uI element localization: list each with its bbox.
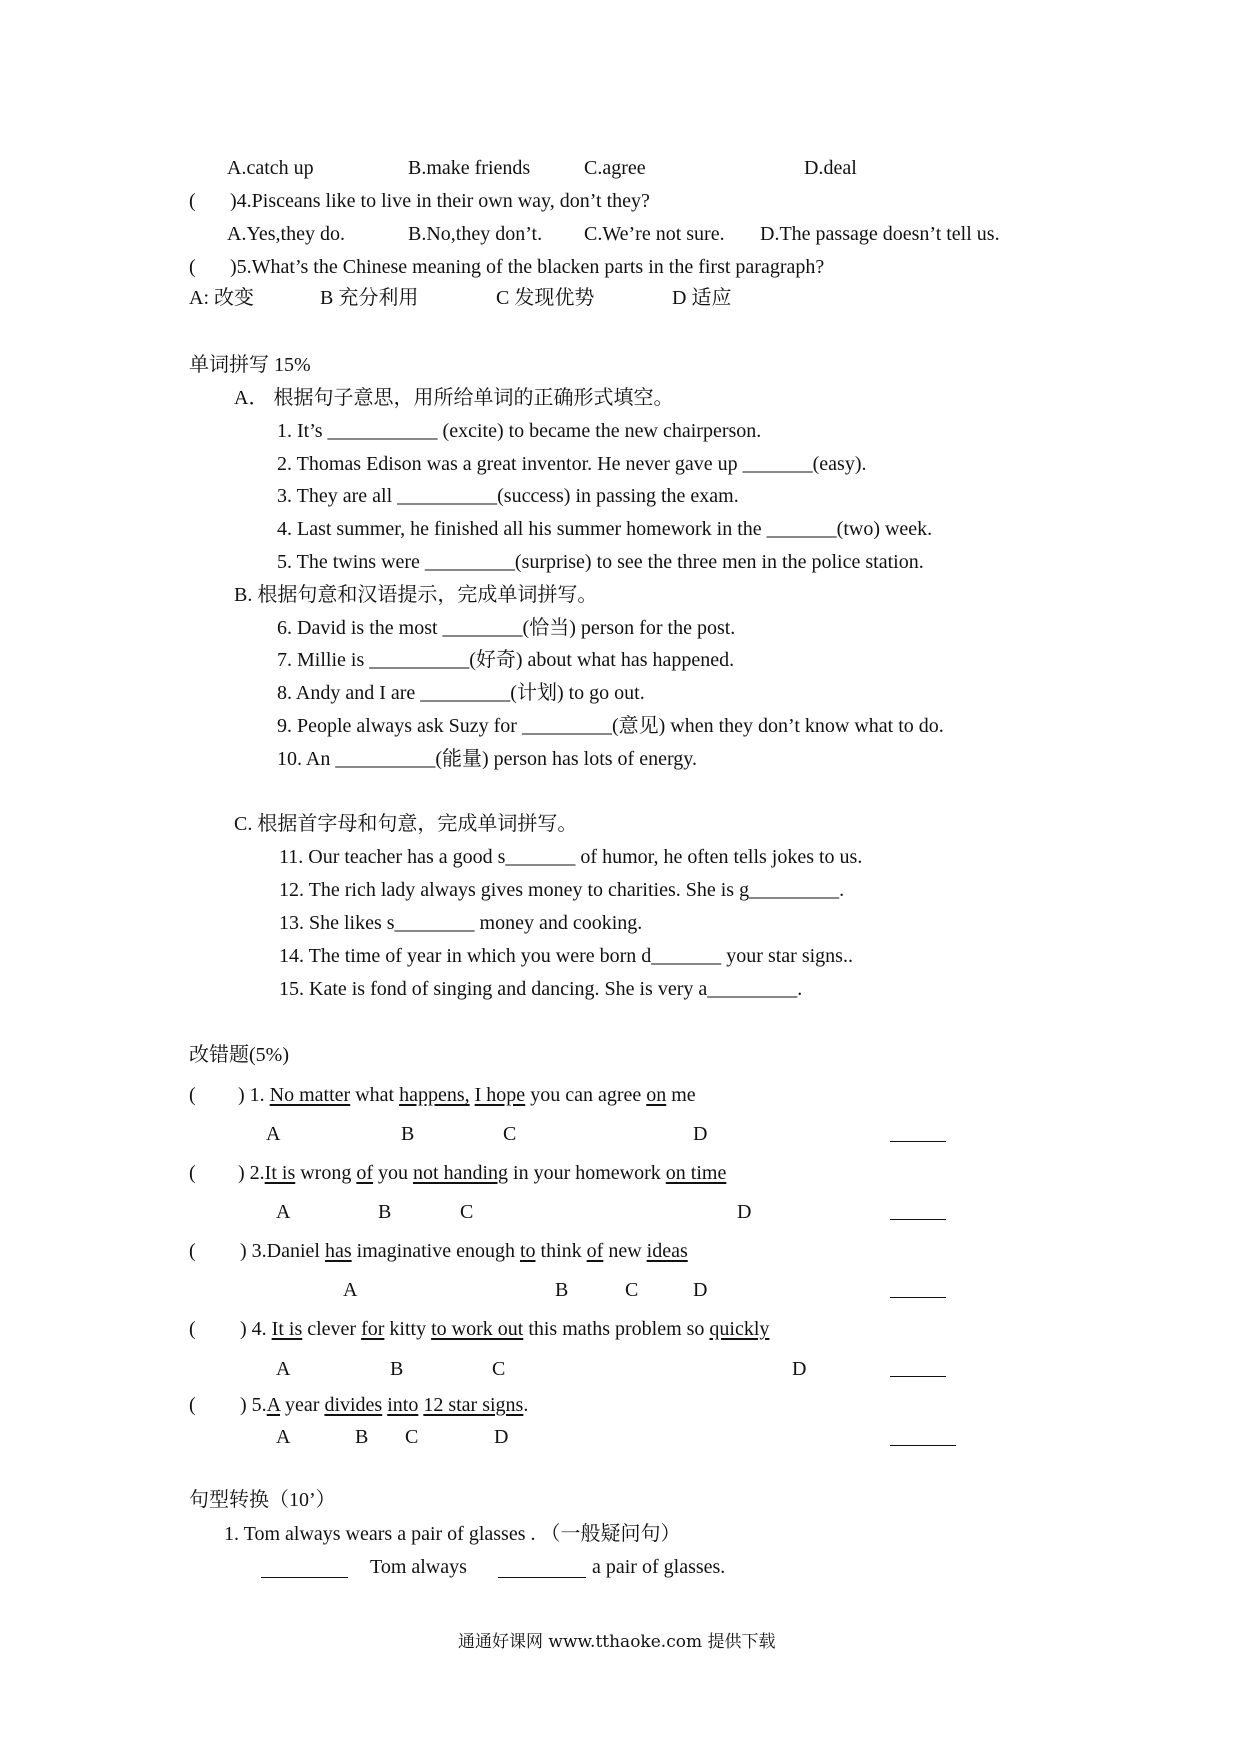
q4-paren: ( <box>189 190 196 212</box>
underlined-option: I hope <box>474 1084 526 1106</box>
underlined-option: to work out <box>431 1318 524 1340</box>
spelling-item: 2. Thomas Edison was a great inventor. He never gave up _______(easy). <box>277 453 867 475</box>
sentence-text: imaginative enough <box>351 1240 520 1262</box>
choice-letter-d: D <box>693 1123 708 1145</box>
spelling-item: 11. Our teacher has a good s_______ of humor, he often tells jokes to us. <box>279 846 863 868</box>
underlined-option: for <box>361 1318 385 1340</box>
sentence-text: clever <box>302 1318 362 1340</box>
choice-letter-a: A <box>276 1201 291 1223</box>
correction-paren: ( <box>189 1240 196 1262</box>
sentence-text: you can agree <box>525 1084 647 1106</box>
answer-blank[interactable] <box>261 1577 348 1578</box>
answer-blank[interactable] <box>890 1445 956 1446</box>
transform-answer-text: a pair of glasses. <box>592 1556 726 1578</box>
q4-option-c: C.We’re not sure. <box>584 223 725 245</box>
transform-answer-text: Tom always <box>370 1556 467 1578</box>
correction-title: 改错题(5%) <box>189 1044 289 1066</box>
sentence-text: wrong <box>295 1162 357 1184</box>
choice-letter-b: B <box>355 1426 369 1448</box>
choice-letter-d: D <box>737 1201 752 1223</box>
spelling-item: 6. David is the most ________(恰当) person for the post. <box>277 617 736 639</box>
correction-sentence <box>240 1395 528 1415</box>
sentence-text: new <box>603 1240 647 1262</box>
spelling-item: 5. The twins were _________(surprise) to see the three men in the police station. <box>277 551 924 573</box>
page-footer: 通通好课网 www.tthaoke.com 提供下载 <box>458 1632 776 1652</box>
q3-option-d: D.deal <box>804 157 857 179</box>
transform-item: 1. Tom always wears a pair of glasses . （一般疑问句） <box>224 1523 681 1545</box>
q5-option-b: B 充分利用 <box>320 287 419 309</box>
q5-option-a: A: 改变 <box>189 287 254 309</box>
spelling-item: 7. Millie is __________(好奇) about what has happened. <box>277 649 735 671</box>
correction-sentence <box>240 1319 769 1339</box>
sentence-text: think <box>535 1240 587 1262</box>
answer-blank[interactable] <box>890 1297 946 1298</box>
choice-letter-b: B <box>401 1123 415 1145</box>
underlined-option: of <box>586 1240 604 1262</box>
sentence-text: this maths problem so <box>523 1318 710 1340</box>
sentence-text: . <box>523 1394 529 1416</box>
correction-paren: ( <box>189 1394 196 1416</box>
q5-stem: )5.What’s the Chinese meaning of the blacken parts in the first paragraph? <box>230 256 825 278</box>
correction-paren: ( <box>189 1162 196 1184</box>
answer-blank[interactable] <box>890 1219 946 1220</box>
spelling-part-b-heading: B. 根据句意和汉语提示，完成单词拼写。 <box>234 584 598 606</box>
choice-letter-c: C <box>492 1358 506 1380</box>
q5-paren: ( <box>189 256 196 278</box>
choice-letter-b: B <box>555 1279 569 1301</box>
answer-blank[interactable] <box>890 1376 946 1377</box>
choice-letter-c: C <box>460 1201 474 1223</box>
spelling-part-c-heading: C. 根据首字母和句意，完成单词拼写。 <box>234 813 578 835</box>
spelling-item: 8. Andy and I are _________(计划) to go out. <box>277 682 645 704</box>
correction-sentence <box>240 1241 688 1261</box>
spelling-item: 3. They are all __________(success) in passing the exam. <box>277 485 739 507</box>
underlined-option: ideas <box>646 1240 688 1262</box>
choice-letter-c: C <box>503 1123 517 1145</box>
underlined-option: divides <box>324 1394 383 1416</box>
choice-letter-d: D <box>693 1279 708 1301</box>
choice-letter-d: D <box>494 1426 509 1448</box>
spelling-title: 单词拼写 15% <box>189 354 311 376</box>
sentence-text: me <box>666 1084 696 1106</box>
answer-blank[interactable] <box>498 1577 586 1578</box>
underlined-option: not handing <box>413 1162 509 1184</box>
sentence-text: what <box>350 1084 400 1106</box>
correction-sentence <box>238 1163 726 1183</box>
underlined-option: It is <box>271 1318 303 1340</box>
q4-option-d: D.The passage doesn’t tell us. <box>760 223 1000 245</box>
sentence-text: kitty <box>384 1318 432 1340</box>
q3-option-a: A.catch up <box>227 157 314 179</box>
correction-sentence <box>238 1085 696 1105</box>
sentence-text: ) 2. <box>238 1162 265 1184</box>
q3-option-c: C.agree <box>584 157 646 179</box>
underlined-option: 12 star signs <box>423 1394 524 1416</box>
sentence-text: you <box>373 1162 414 1184</box>
sentence-text: year <box>280 1394 325 1416</box>
underlined-option: It is <box>264 1162 296 1184</box>
spelling-item: 4. Last summer, he finished all his summer homework in the _______(two) week. <box>277 518 933 540</box>
choice-letter-a: A <box>266 1123 281 1145</box>
spelling-item: 1. It’s ___________ (excite) to became the new chairperson. <box>277 420 762 442</box>
sentence-text: ) 4. <box>240 1318 272 1340</box>
q3-option-b: B.make friends <box>408 157 531 179</box>
underlined-option: A <box>266 1394 281 1416</box>
choice-letter-a: A <box>276 1358 291 1380</box>
underlined-option: on <box>646 1084 667 1106</box>
underlined-option: into <box>387 1394 419 1416</box>
choice-letter-d: D <box>792 1358 807 1380</box>
spelling-item: 9. People always ask Suzy for _________(意见) when they don’t know what to do. <box>277 715 944 737</box>
underlined-option: has <box>324 1240 352 1262</box>
answer-blank[interactable] <box>890 1141 946 1142</box>
choice-letter-a: A <box>343 1279 358 1301</box>
q4-option-b: B.No,they don’t. <box>408 223 543 245</box>
sentence-text: ) 5. <box>240 1394 267 1416</box>
underlined-option: to <box>519 1240 536 1262</box>
correction-paren: ( <box>189 1084 196 1106</box>
underlined-option: quickly <box>709 1318 770 1340</box>
choice-letter-b: B <box>390 1358 404 1380</box>
q5-option-c: C 发现优势 <box>496 287 595 309</box>
underlined-option: of <box>356 1162 374 1184</box>
underlined-option: happens, <box>399 1084 470 1106</box>
transform-title: 句型转换（10’） <box>189 1489 336 1511</box>
spelling-item: 14. The time of year in which you were born d_______ your star signs.. <box>279 945 853 967</box>
underlined-option: No matter <box>269 1084 351 1106</box>
spelling-item: 12. The rich lady always gives money to charities. She is g_________. <box>279 879 845 901</box>
choice-letter-b: B <box>378 1201 392 1223</box>
spelling-part-a-heading: A． 根据句子意思，用所给单词的正确形式填空。 <box>234 387 674 409</box>
choice-letter-c: C <box>625 1279 639 1301</box>
underlined-option: on time <box>665 1162 727 1184</box>
sentence-text: in your homework <box>508 1162 666 1184</box>
choice-letter-a: A <box>276 1426 291 1448</box>
sentence-text: ) 3.Daniel <box>240 1240 325 1262</box>
spelling-item: 10. An __________(能量) person has lots of energy. <box>277 748 697 770</box>
q5-option-d: D 适应 <box>672 287 732 309</box>
spelling-item: 13. She likes s________ money and cooking. <box>279 912 643 934</box>
sentence-text: ) 1. <box>238 1084 270 1106</box>
correction-paren: ( <box>189 1318 196 1340</box>
q4-stem: )4.Pisceans like to live in their own way, don’t they? <box>230 190 650 212</box>
choice-letter-c: C <box>405 1426 419 1448</box>
spelling-item: 15. Kate is fond of singing and dancing. She is very a_________. <box>279 978 803 1000</box>
q4-option-a: A.Yes,they do. <box>227 223 345 245</box>
